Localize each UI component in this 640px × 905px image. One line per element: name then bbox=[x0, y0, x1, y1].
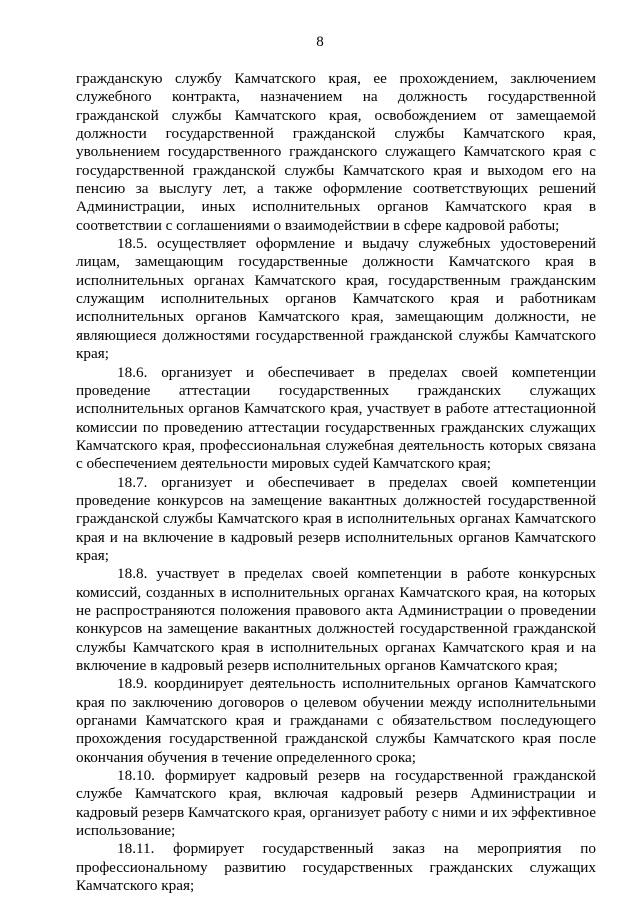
paragraph-18-11: 18.11. формирует государственный заказ на мероприятия по профессиональному развитию государственных гражданских служащих Камчатского края; bbox=[76, 840, 596, 895]
page-number: 8 bbox=[316, 34, 324, 50]
paragraph-18-8: 18.8. участвует в пределах своей компетенции в работе конкурсных комиссий, созданных в исполнительных органах Камчатского края, на которых не распространяются положения правового акта Администрации о проведении конкурсов на замещение вакантных должностей государственной гражданской службы Камчатского края в исполнительных органах Камчатского края и на включение в кадровый резерв исполнительных органов Камчатского края; bbox=[76, 565, 596, 674]
paragraph-18-10: 18.10. формирует кадровый резерв на государственной гражданской службе Камчатского края, включая кадровый резерв Администрации и кадровый резерв Камчатского края, организует работу с ними и их эффективное использование; bbox=[76, 767, 596, 840]
paragraph-18-9: 18.9. координирует деятельность исполнительных органов Камчатского края по заключению договоров о целевом обучении между исполнительными органами Камчатского края и гражданами с обязательством последующего прохождения государственной гражданской службы Камчатского края после окончания обучения в течение определенного срока; bbox=[76, 675, 596, 766]
document-body bbox=[76, 70, 596, 895]
paragraph-18-6: 18.6. организует и обеспечивает в пределах своей компетенции проведение аттестации государственных гражданских служащих исполнительных органов Камчатского края, участвует в работе аттестационной комиссии по проведению аттестации государственных гражданских служащих Камчатского края, профессиональная служебная деятельность которых связана с обеспечением деятельности мировых судей Камчатского края; bbox=[76, 363, 596, 473]
paragraph-continuation: гражданскую службу Камчатского края, ее прохождением, заключением служебного контракта, назначением на должность государственной гражданской службы Камчатского края, освобождением от замещаемой должности государственной гражданской службы Камчатского края, увольнением государственного гражданского служащего Камчатского края с государственной гражданской службы Камчатского края и выходом его на пенсию за выслугу лет, а также оформление соответствующих решений Администрации, иных исполнительных органов Камчатского края в соответствии с соглашениями о взаимодействии в сфере кадровой работы; bbox=[76, 70, 596, 234]
paragraph-18-5: 18.5. осуществляет оформление и выдачу служебных удостоверений лицам, замещающим государственные должности Камчатского края в исполнительных органах Камчатского края, государственным гражданским служащим исполнительных органов Камчатского края и работникам исполнительных органов Камчатского края, замещающим должности, не являющиеся должностями государственной гражданской службы Камчатского края; bbox=[76, 235, 596, 363]
paragraph-18-7: 18.7. организует и обеспечивает в пределах своей компетенции проведение конкурсов на замещение вакантных должностей государственной гражданской службы Камчатского края в исполнительных органах Камчатского края и на включение в кадровый резерв исполнительных органов Камчатского края; bbox=[76, 473, 596, 564]
